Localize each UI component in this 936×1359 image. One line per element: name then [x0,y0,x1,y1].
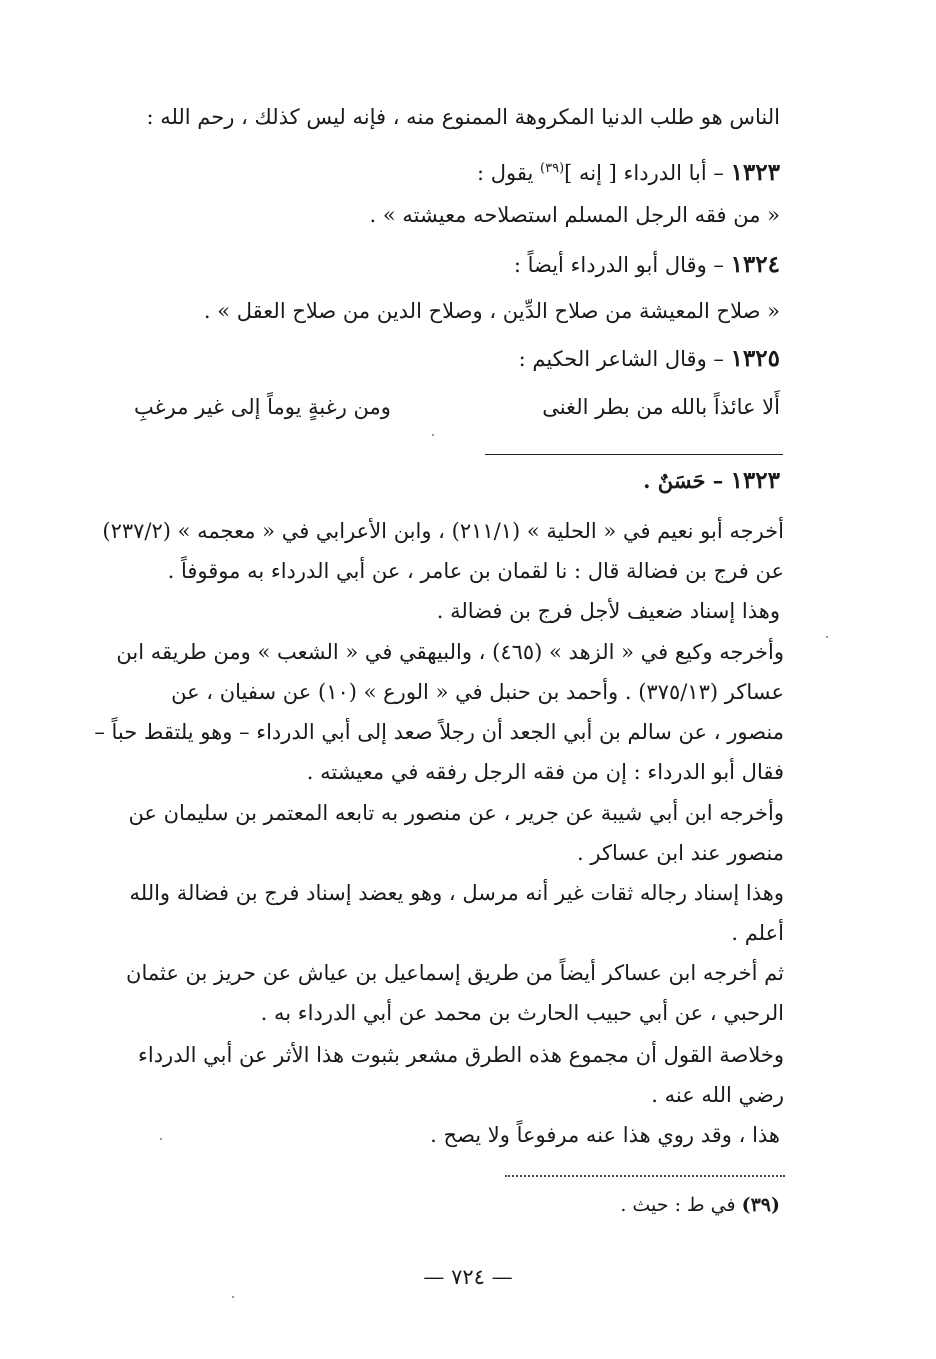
verse-second-hemistich: ومن رغبةٍ يوماً إلى غير مرغبِ [134,395,391,419]
footnote-reference: (٣٩) [540,161,565,176]
commentary-line: الرحبي ، عن أبي حبيب الحارث بن محمد عن أبي الدرداء به . [260,1001,784,1025]
scan-speck [826,636,828,638]
main-text-line: الناس هو طلب الدنيا المكروهة الممنوع منه ، فإنه ليس كذلك ، رحم الله : [146,105,780,129]
commentary-line: وخلاصة القول أن مجموع هذه الطرق مشعر بثبوت هذا الأثر عن أبي الدرداء [138,1043,784,1067]
commentary-line: هذا ، وقد روي هذا عنه مرفوعاً ولا يصح . [430,1123,780,1147]
entry-text: – وقال أبو الدرداء أيضاً : [513,253,731,277]
footnote-number: (٣٩) [741,1194,780,1216]
scan-speck [432,434,434,436]
page-number: — ٧٢٤ — [423,1265,513,1289]
quote-1324: « صلاح المعيشة من صلاح الدِّين ، وصلاح الدين من صلاح العقل » . [203,299,780,323]
footnote-separator [505,1175,785,1177]
scan-speck [232,1296,234,1298]
commentary-heading [140,466,780,496]
entry-text: – وقال الشاعر الحكيم : [518,347,731,371]
commentary-line: منصور عند ابن عساكر . [577,841,784,865]
entry-number: ١٣٢٤ [730,251,780,278]
separator-rule [485,454,783,455]
entry-number: ١٣٢٣ [730,159,780,186]
entry-1324 [140,250,780,280]
quote-1323: « من فقه الرجل المسلم استصلاحه معيشته » . [369,203,780,227]
verse-first-hemistich: أَلا عائذاً بالله من بطر الغنى [542,395,780,419]
commentary-line: عساكر (٣٧٥/١٣) . وأحمد بن حنبل في « الورع » (١٠) عن سفيان ، عن [171,680,784,704]
commentary-line: وهذا إسناد رجاله ثقات غير أنه مرسل ، وهو يعضد إسناد فرج بن فضالة والله [129,881,784,905]
footnote-text: في ط : حيث . [620,1194,742,1216]
entry-text: – أبا الدرداء [ إنه ] [564,161,731,185]
entry-number: ١٣٢٥ [730,345,780,372]
heading-grade: – حَسَنٌ . [643,468,731,493]
commentary-line: فقال أبو الدرداء : إن من فقه الرجل رفقه في معيشته . [306,760,784,784]
heading-number: ١٣٢٣ [730,467,780,494]
footnote [140,1190,780,1220]
commentary-line: وأخرجه وكيع في « الزهد » (٤٦٥) ، والبيهقي في « الشعب » ومن طريقه ابن [116,640,784,664]
commentary-line: وهذا إسناد ضعيف لأجل فرج بن فضالة . [436,599,780,623]
scan-speck [160,1138,162,1140]
commentary-line: أخرجه أبو نعيم في « الحلية » (٢١١/١) ، وابن الأعرابي في « معجمه » (٢٣٧/٢) [102,519,784,543]
commentary-line: أعلم . [731,921,784,945]
commentary-line: ثم أخرجه ابن عساكر أيضاً من طريق إسماعيل بن عياش عن حريز بن عثمان [126,961,784,985]
commentary-line: رضي الله عنه . [651,1083,784,1107]
entry-text: يقول : [477,161,541,185]
commentary-line: عن فرج بن فضالة قال : نا لقمان بن عامر ، عن أبي الدرداء به موقوفاً . [167,559,784,583]
entry-1325 [140,344,780,374]
commentary-line: منصور ، عن سالم بن أبي الجعد أن رجلاً صعد إلى أبي الدرداء – وهو يلتقط حباً – [94,720,784,744]
entry-1323 [140,154,780,188]
commentary-line: وأخرجه ابن أبي شيبة عن جرير ، عن منصور به تابعه المعتمر بن سليمان عن [128,801,784,825]
